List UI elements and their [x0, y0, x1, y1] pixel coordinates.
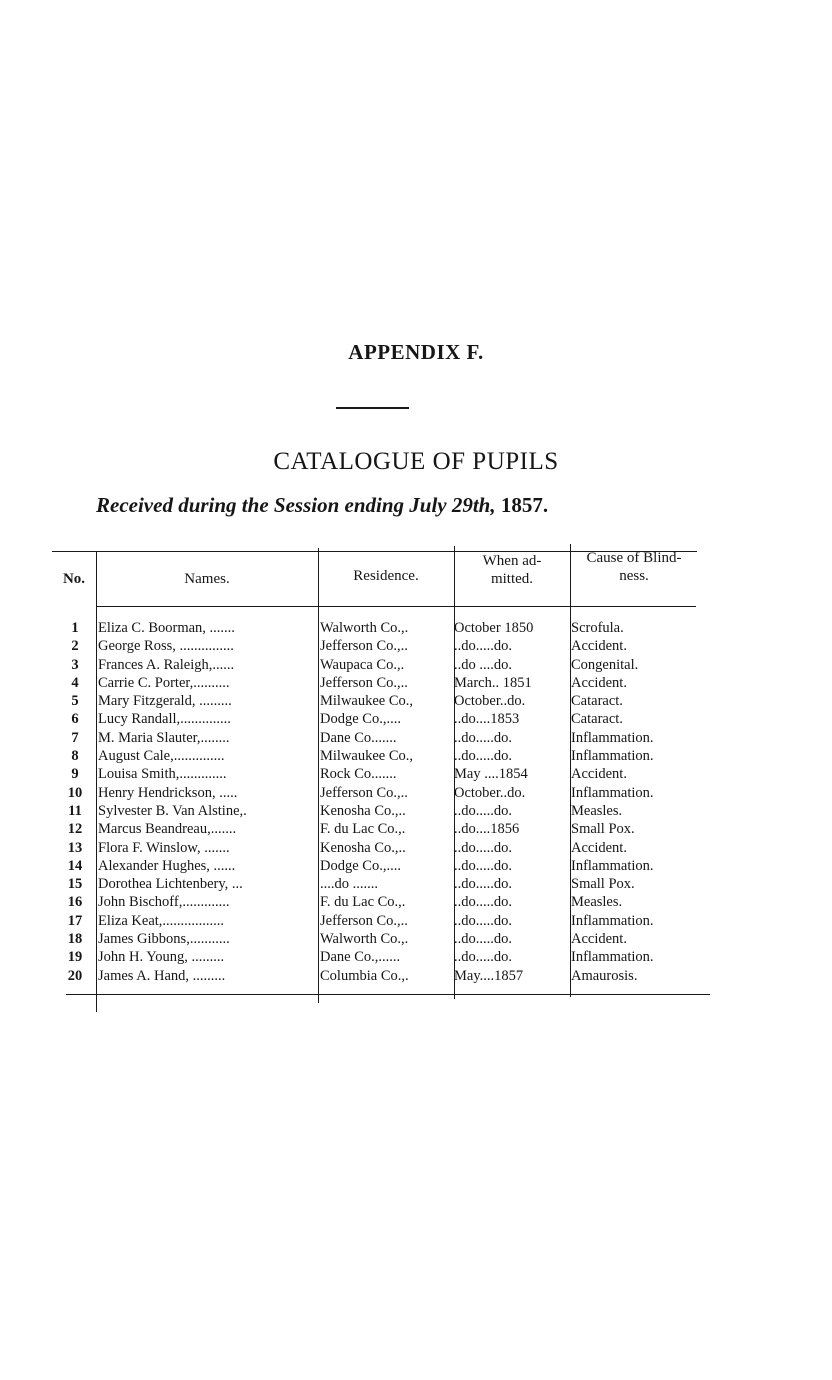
pupil-cause: Accident. — [571, 638, 627, 655]
pupil-cause: Measles. — [571, 802, 623, 819]
pupil-name: John H. Young, ......... — [98, 949, 225, 966]
pupil-residence: Rock Co....... — [320, 766, 397, 783]
pupil-cause: Measles. — [571, 894, 623, 911]
pupil-cause: Inflammation. — [571, 729, 654, 746]
pupil-number: 6 — [71, 711, 79, 728]
pupil-cause: Inflammation. — [571, 857, 654, 874]
column-header-cause-line2: ness. — [619, 568, 649, 584]
pupil-residence: Jefferson Co.,.. — [320, 912, 408, 929]
table-row — [52, 912, 701, 930]
pupil-number: 20 — [67, 967, 83, 984]
pupil-name: Marcus Beandreau,....... — [98, 821, 237, 838]
pupil-admitted: October..do. — [454, 693, 526, 710]
pupil-number: 1 — [71, 620, 79, 636]
pupil-name: Louisa Smith,............. — [98, 766, 227, 783]
pupil-residence: Walworth Co.,. — [320, 620, 409, 636]
pupil-name: M. Maria Slauter,........ — [98, 729, 230, 746]
column-header-residence: Residence. — [353, 568, 419, 584]
pupil-residence: Kenosha Co.,.. — [320, 802, 406, 819]
pupil-admitted: ..do.....do. — [454, 839, 512, 856]
pupil-name: Henry Hendrickson, ..... — [98, 784, 238, 801]
pupil-cause: Amaurosis. — [571, 967, 638, 984]
pupil-number: 15 — [67, 876, 83, 893]
pupil-residence: Jefferson Co.,.. — [320, 638, 408, 655]
table-row — [52, 967, 701, 985]
table-row — [52, 839, 701, 857]
column-header-names: Names. — [184, 571, 230, 587]
pupil-residence: Waupaca Co.,. — [320, 656, 405, 673]
pupil-admitted: ..do.....do. — [454, 876, 512, 893]
pupil-name: Mary Fitzgerald, ......... — [98, 693, 232, 710]
pupil-name: Sylvester B. Van Alstine,. — [98, 802, 247, 819]
pupil-admitted: ..do.....do. — [454, 949, 512, 966]
pupil-admitted: ..do.....do. — [454, 931, 512, 948]
pupil-residence: Milwaukee Co., — [320, 693, 414, 710]
table-row — [52, 930, 701, 948]
table-row — [52, 857, 701, 875]
pupil-number: 12 — [67, 821, 83, 838]
pupil-admitted: ..do.....do. — [454, 638, 512, 655]
pupil-cause: Congenital. — [571, 656, 639, 673]
pupil-number: 11 — [68, 802, 82, 819]
pupil-cause: Inflammation. — [571, 912, 654, 929]
pupil-cause: Cataract. — [571, 711, 623, 728]
pupil-cause: Accident. — [571, 766, 627, 783]
pupil-residence: F. du Lac Co.,. — [320, 821, 406, 838]
table-row — [52, 784, 701, 802]
table-row — [52, 674, 701, 692]
pupil-number: 5 — [71, 693, 79, 710]
pupil-number: 2 — [71, 638, 79, 655]
pupil-name: Carrie C. Porter,.......... — [98, 674, 230, 691]
pupil-residence: Jefferson Co.,.. — [320, 784, 408, 801]
pupil-admitted: ..do.....do. — [454, 802, 512, 819]
column-header-cause — [570, 549, 698, 585]
pupil-cause: Accident. — [571, 839, 627, 856]
pupil-admitted: March.. 1851 — [454, 674, 532, 691]
pupil-admitted: ..do.....do. — [454, 857, 512, 874]
pupil-number: 18 — [67, 931, 83, 948]
pupil-residence: Kenosha Co.,.. — [320, 839, 406, 856]
pupil-residence: Dane Co....... — [320, 729, 397, 746]
pupil-cause: Small Pox. — [571, 821, 635, 838]
pupil-name: Lucy Randall,.............. — [98, 711, 231, 728]
table-row — [52, 765, 701, 783]
table-bottom-rule — [66, 994, 710, 995]
table-row — [52, 747, 701, 765]
pupil-name: Eliza C. Boorman, ....... — [98, 620, 235, 636]
pupil-number: 14 — [67, 857, 83, 874]
subtitle-main: Received during the Session ending July 29th, — [96, 493, 496, 517]
subtitle-year: 1857. — [500, 493, 549, 517]
table-row — [52, 948, 701, 966]
pupil-admitted: October..do. — [454, 784, 526, 801]
pupil-number: 9 — [71, 766, 79, 783]
pupil-number: 19 — [67, 949, 83, 966]
pupil-residence: Milwaukee Co., — [320, 748, 414, 765]
column-header-cause-line1: Cause of Blind- — [586, 550, 682, 566]
pupil-number: 17 — [67, 912, 83, 929]
pupil-name: Eliza Keat,................. — [98, 912, 225, 929]
pupil-number: 8 — [71, 748, 79, 765]
pupil-residence: Walworth Co.,. — [320, 931, 409, 948]
pupil-name: Flora F. Winslow, ....... — [98, 839, 230, 856]
page-subtitle — [96, 493, 548, 518]
pupil-name: August Cale,.............. — [98, 748, 225, 765]
pupil-admitted: ..do....1853 — [454, 711, 520, 728]
pupil-number: 7 — [71, 729, 79, 746]
pupil-name: George Ross, ............... — [98, 638, 234, 655]
pupil-cause: Accident. — [571, 674, 627, 691]
pupil-number: 13 — [67, 839, 83, 856]
table-row — [52, 619, 701, 637]
pupil-admitted: May....1857 — [454, 967, 524, 984]
pupil-name: James A. Hand, ......... — [98, 967, 226, 984]
pupil-cause: Inflammation. — [571, 748, 654, 765]
pupil-cause: Small Pox. — [571, 876, 635, 893]
appendix-heading: APPENDIX F. — [348, 340, 484, 364]
pupil-name: Frances A. Raleigh,...... — [98, 656, 235, 673]
pupil-name: John Bischoff,............. — [98, 894, 230, 911]
pupil-cause: Inflammation. — [571, 949, 654, 966]
column-header-admitted-line1: When ad- — [482, 553, 542, 569]
pupils-table — [52, 619, 701, 985]
pupil-admitted: ..do....1856 — [454, 821, 520, 838]
table-row — [52, 893, 701, 911]
pupil-residence: Jefferson Co.,.. — [320, 674, 408, 691]
pupil-number: 3 — [71, 656, 79, 673]
table-row — [52, 802, 701, 820]
pupil-admitted: October 1850 — [454, 620, 534, 636]
table-row — [52, 637, 701, 655]
pupil-cause: Scrofula. — [571, 620, 624, 636]
column-header-no: No. — [62, 571, 86, 587]
table-row — [52, 875, 701, 893]
column-header-admitted — [454, 552, 570, 588]
pupil-residence: Columbia Co.,. — [320, 967, 409, 984]
title-divider — [336, 407, 409, 409]
table-row — [52, 710, 701, 728]
column-header-admitted-line2: mitted. — [490, 571, 534, 587]
pupil-admitted: ..do ....do. — [454, 656, 512, 673]
pupil-admitted: May ....1854 — [454, 766, 528, 783]
pupil-cause: Inflammation. — [571, 784, 654, 801]
table-row — [52, 656, 701, 674]
pupil-cause: Accident. — [571, 931, 627, 948]
pupil-admitted: ..do.....do. — [454, 729, 512, 746]
pupil-admitted: ..do.....do. — [454, 894, 512, 911]
table-row — [52, 820, 701, 838]
pupil-name: Dorothea Lichtenbery, ... — [98, 876, 243, 893]
pupil-number: 4 — [71, 674, 79, 691]
pupil-cause: Cataract. — [571, 693, 623, 710]
pupil-number: 16 — [67, 894, 83, 911]
table-row — [52, 729, 701, 747]
pupil-name: James Gibbons,........... — [98, 931, 230, 948]
table-row — [52, 692, 701, 710]
pupil-residence: Dane Co.,...... — [320, 949, 401, 966]
pupil-name: Alexander Hughes, ...... — [98, 857, 236, 874]
pupils-table-body — [52, 619, 701, 985]
pupil-admitted: ..do.....do. — [454, 748, 512, 765]
pupil-residence: F. du Lac Co.,. — [320, 894, 406, 911]
pupil-admitted: ..do.....do. — [454, 912, 512, 929]
pupil-residence: Dodge Co.,.... — [320, 711, 401, 728]
pupil-residence: ....do ....... — [320, 876, 378, 893]
pupil-residence: Dodge Co.,.... — [320, 857, 401, 874]
header-bottom-rule — [96, 606, 696, 607]
pupil-number: 10 — [67, 784, 83, 801]
page-title: CATALOGUE OF PUPILS — [273, 448, 559, 475]
